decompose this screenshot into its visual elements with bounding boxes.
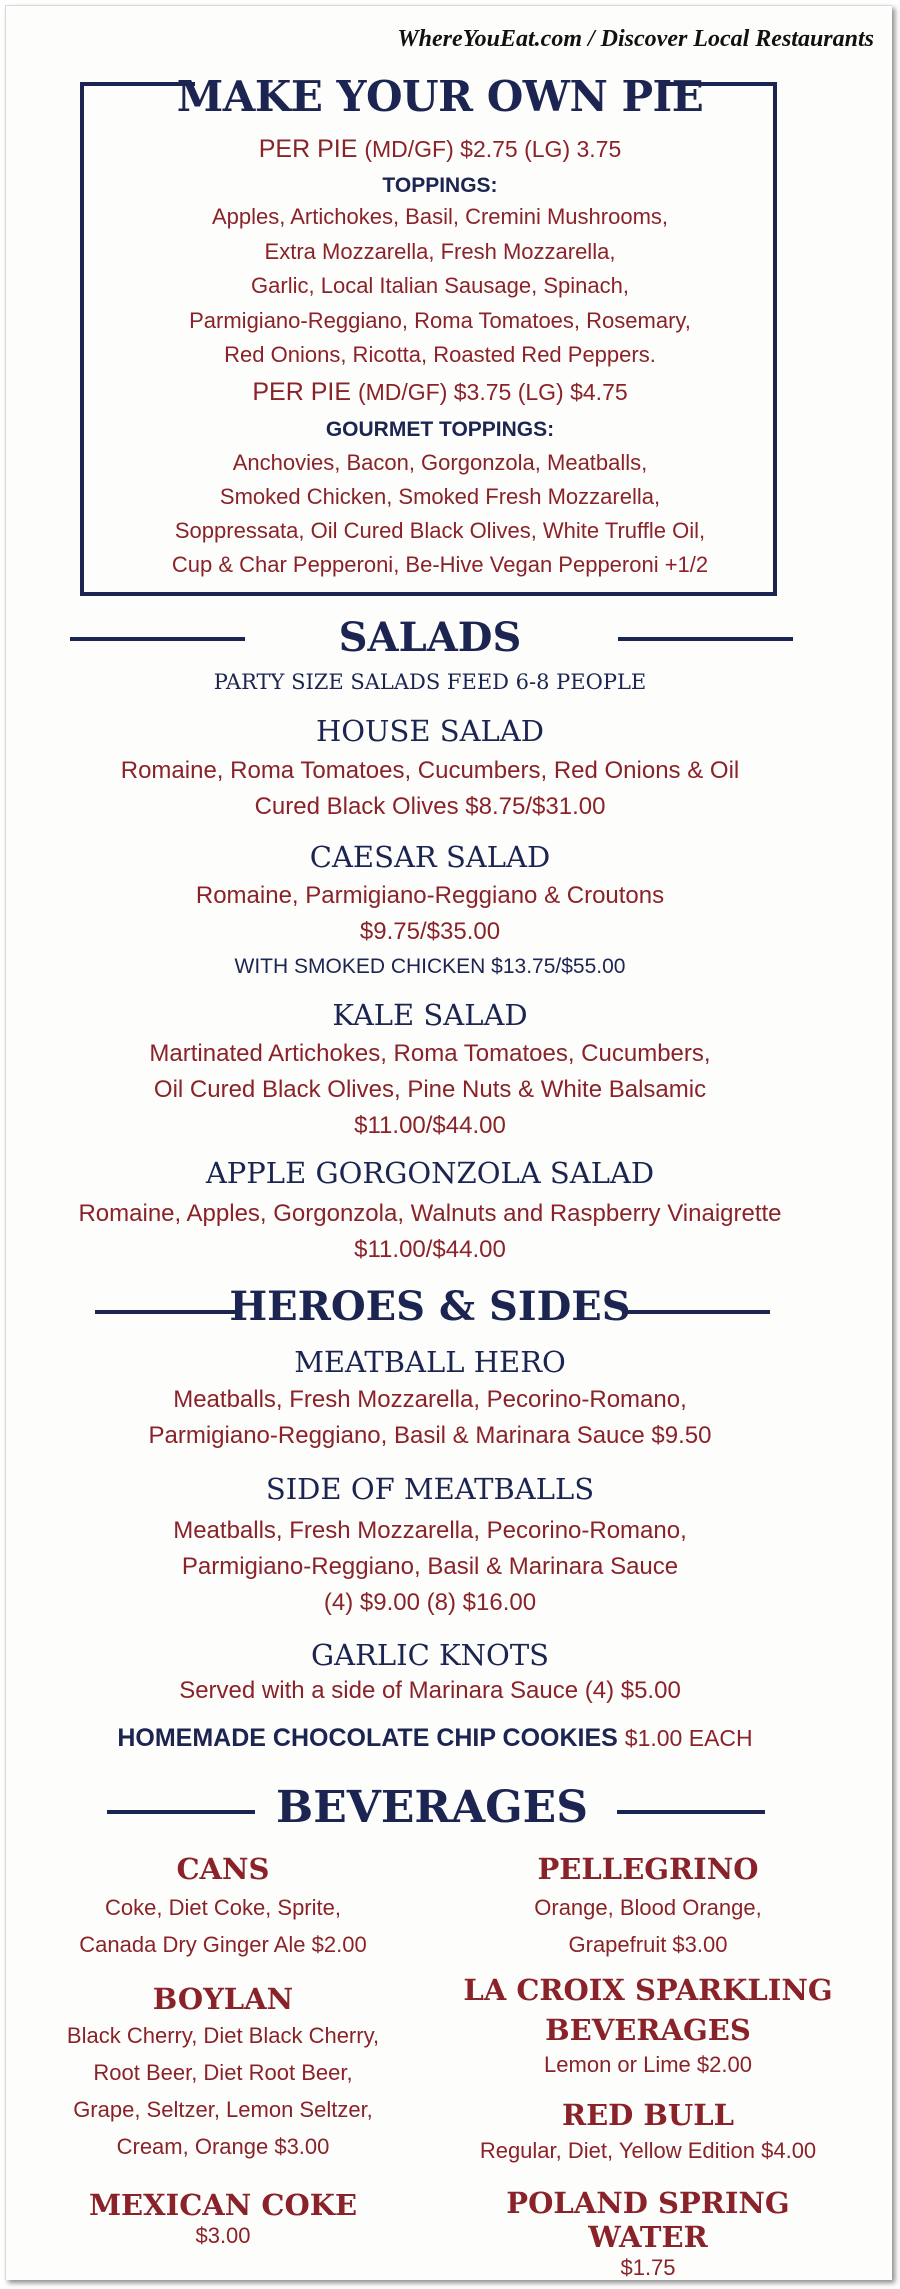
bev-red-bull [448, 2098, 848, 2169]
caesar-salad-desc [0, 878, 880, 950]
bev-pellegrino [448, 1852, 848, 1963]
site-banner[interactable]: WhereYouEat.com / Discover Local Restaurants [397, 26, 874, 52]
pie-price-2-label: PER PIE [252, 378, 351, 406]
topping-line: Garlic, Local Italian Sausage, Spinach, [251, 273, 629, 298]
bev-line: Coke, Diet Coke, Sprite, [105, 1895, 341, 1920]
bev-red-bull-desc [448, 2132, 848, 2169]
bev-poland-spring [448, 2186, 848, 2282]
bev-line: Lemon or Lime $2.00 [544, 2052, 752, 2077]
gourmet-line: Anchovies, Bacon, Gorgonzola, Meatballs, [232, 450, 648, 475]
cookies-line [0, 1724, 885, 1753]
house-salad-name: HOUSE SALAD [315, 714, 545, 748]
salads-title: SALADS [338, 614, 522, 661]
house-salad-desc [0, 753, 880, 825]
bev-boylan-name: BOYLAN [152, 1982, 294, 2016]
hero-line: Parmigiano-Reggiano, Basil & Marinara Sauce [181, 1553, 679, 1580]
topping-line: Parmigiano-Reggiano, Roma Tomatoes, Rosemary, [189, 307, 691, 333]
bev-red-bull-name: RED BULL [561, 2098, 735, 2132]
apple-gorgonzola-name: APPLE GORGONZOLA SALAD [205, 1156, 655, 1190]
gourmet-list [0, 446, 890, 582]
salad-line: Martinated Artichokes, Roma Tomatoes, Cucumbers, [149, 1040, 711, 1067]
topping-line: Extra Mozzarella, Fresh Mozzarella, [264, 238, 616, 264]
meatball-hero-name: MEATBALL HERO [294, 1345, 566, 1379]
salad-line: $9.75/$35.00 [359, 918, 501, 945]
heroes-title: HEROES & SIDES [229, 1283, 631, 1330]
salad-line: $11.00/$44.00 [354, 1236, 506, 1263]
bev-la-croix-desc [448, 2050, 848, 2080]
salad-line: Oil Cured Black Olives, Pine Nuts & White Balsamic [153, 1076, 707, 1103]
bev-boylan-desc [23, 2017, 423, 2165]
cookies-price: $1.00 EACH [624, 1725, 753, 1751]
beverages-title: BEVERAGES [276, 1782, 588, 1833]
bev-poland-spring-name: POLAND SPRING WATER [506, 2186, 790, 2254]
gourmet-line: Soppressata, Oil Cured Black Olives, White Truffle Oil, [174, 518, 706, 543]
gourmet-label: GOURMET TOPPINGS: [325, 418, 555, 441]
caesar-chicken-option: WITH SMOKED CHICKEN $13.75/$55.00 [234, 955, 626, 978]
bev-mexican-coke-desc [23, 2222, 423, 2250]
bev-line: $3.00 [195, 2223, 251, 2248]
topping-line: Apples, Artichokes, Basil, Cremini Mushrooms, [211, 204, 669, 229]
side-meatballs-name: SIDE OF MEATBALLS [265, 1472, 595, 1506]
bev-line: $1.75 [620, 2255, 676, 2280]
hero-line: Meatballs, Fresh Mozzarella, Pecorino-Romano, [173, 1386, 687, 1413]
toppings-list [0, 200, 890, 373]
bev-line: Grape, Seltzer, Lemon Seltzer, [73, 2097, 373, 2122]
cookies-name: HOMEMADE CHOCOLATE CHIP COOKIES [117, 1724, 618, 1752]
bev-line: Orange, Blood Orange, [534, 1895, 762, 1920]
gourmet-line: Cup & Char Pepperoni, Be-Hive Vegan Pepperoni +1/2 [171, 552, 709, 577]
bev-la-croix-name: LA CROIX SPARKLING [463, 1973, 833, 2007]
bev-line: Cream, Orange $3.00 [116, 2134, 330, 2159]
salad-line: Romaine, Parmigiano-Reggiano & Croutons [195, 882, 665, 909]
bev-mexican-coke-name: MEXICAN COKE [88, 2188, 358, 2222]
hero-line: Served with a side of Marinara Sauce (4) $5.00 [179, 1677, 681, 1704]
meatball-hero-desc [0, 1382, 880, 1454]
bev-cans-desc [23, 1889, 423, 1963]
bev-la-croix-name-2: BEVERAGES [545, 2013, 751, 2047]
bev-pellegrino-name: PELLEGRINO [537, 1852, 759, 1886]
pie-price-1-label: PER PIE [258, 135, 358, 163]
bev-line: Canada Dry Ginger Ale $2.00 [79, 1932, 367, 1957]
salad-line: $11.00/$44.00 [354, 1112, 506, 1139]
topping-line: Red Onions, Ricotta, Roasted Red Peppers. [224, 342, 656, 367]
salads-note: PARTY SIZE SALADS FEED 6-8 PEOPLE [213, 670, 647, 694]
garlic-knots-name: GARLIC KNOTS [310, 1638, 550, 1672]
bev-cans-name: CANS [176, 1852, 270, 1886]
side-meatballs-desc [0, 1513, 880, 1621]
pie-price-2-detail: (MD/GF) $3.75 (LG) $4.75 [357, 379, 628, 405]
apple-gorgonzola-desc [0, 1196, 880, 1268]
bev-la-croix [448, 1970, 848, 2080]
bev-mexican-coke [23, 2188, 423, 2250]
salad-line: Romaine, Roma Tomatoes, Cucumbers, Red Onions & Oil [120, 757, 740, 784]
bev-line: Black Cherry, Diet Black Cherry, [66, 2023, 380, 2048]
toppings-label: TOPPINGS: [382, 174, 498, 197]
pie-price-2 [0, 378, 890, 407]
bev-boylan [23, 1982, 423, 2165]
hero-line: Meatballs, Fresh Mozzarella, Pecorino-Romano, [173, 1517, 687, 1544]
gourmet-line: Smoked Chicken, Smoked Fresh Mozzarella, [219, 484, 661, 509]
bev-pellegrino-desc [448, 1889, 848, 1963]
bev-line: Grapefruit $3.00 [568, 1932, 728, 1957]
kale-salad-desc [0, 1036, 880, 1144]
salad-line: Cured Black Olives $8.75/$31.00 [254, 793, 606, 820]
garlic-knots-desc [0, 1673, 880, 1709]
hero-line: (4) $9.00 (8) $16.00 [323, 1589, 537, 1616]
salad-line: Romaine, Apples, Gorgonzola, Walnuts and Raspberry Vinaigrette [78, 1200, 782, 1227]
bev-cans [23, 1852, 423, 1963]
pie-price-1 [0, 135, 890, 164]
bev-poland-spring-desc [448, 2254, 848, 2282]
hero-line: Parmigiano-Reggiano, Basil & Marinara Sauce $9.50 [148, 1422, 712, 1449]
kale-salad-name: KALE SALAD [332, 998, 528, 1032]
bev-line: Root Beer, Diet Root Beer, [93, 2060, 353, 2085]
pie-price-1-detail: (MD/GF) $2.75 (LG) 3.75 [364, 136, 622, 162]
pie-title: MAKE YOUR OWN PIE [176, 72, 704, 121]
bev-line: Regular, Diet, Yellow Edition $4.00 [479, 2138, 817, 2163]
caesar-salad-name: CAESAR SALAD [309, 840, 551, 874]
